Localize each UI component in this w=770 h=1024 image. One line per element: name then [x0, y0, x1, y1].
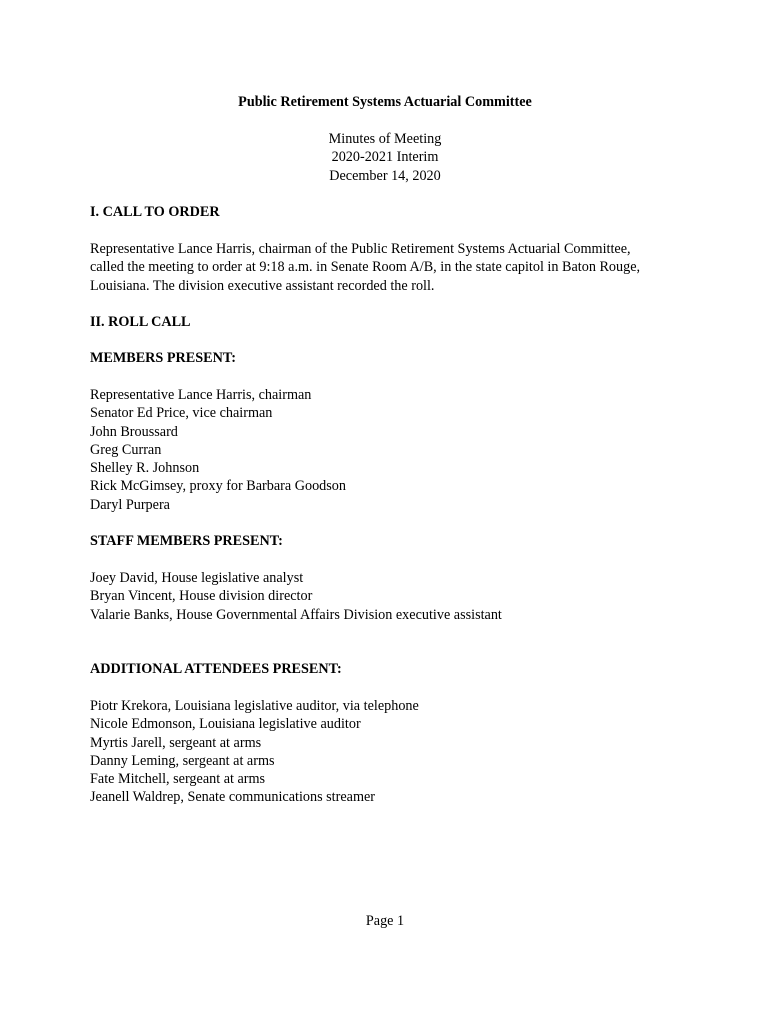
list-item: Danny Leming, sergeant at arms: [90, 752, 275, 769]
list-item: Piotr Krekora, Louisiana legislative auditor, via telephone: [90, 698, 419, 714]
list-item: Greg Curran: [90, 441, 162, 458]
call-to-order-heading: I. CALL TO ORDER: [90, 204, 220, 220]
paragraph-line: Louisiana. The division executive assistant recorded the roll.: [90, 277, 435, 294]
list-item: Representative Lance Harris, chairman: [90, 387, 312, 403]
paragraph-line: Representative Lance Harris, chairman of the Public Retirement Systems Actuarial Committee,: [90, 241, 631, 257]
roll-call-heading: II. ROLL CALL: [90, 314, 191, 330]
members-list: [90, 386, 690, 514]
list-item: Nicole Edmonson, Louisiana legislative auditor: [90, 716, 361, 733]
list-item: Joey David, House legislative analyst: [90, 570, 304, 586]
interim-subtitle: 2020-2021 Interim: [331, 149, 439, 165]
list-item: Daryl Purpera: [90, 496, 170, 513]
staff-list: [90, 569, 690, 624]
meeting-date: December 14, 2020: [329, 168, 441, 184]
minutes-subtitle: Minutes of Meeting: [328, 131, 442, 147]
list-item: Fate Mitchell, sergeant at arms: [90, 771, 266, 788]
list-item: John Broussard: [90, 423, 178, 440]
page-number: Page 1: [365, 913, 405, 929]
document-title: Public Retirement Systems Actuarial Committee: [238, 94, 532, 110]
list-item: Rick McGimsey, proxy for Barbara Goodson: [90, 478, 346, 495]
list-item: Jeanell Waldrep, Senate communications streamer: [90, 789, 376, 806]
list-item: Myrtis Jarell, sergeant at arms: [90, 734, 262, 751]
list-item: Senator Ed Price, vice chairman: [90, 405, 273, 422]
additional-attendees-heading: ADDITIONAL ATTENDEES PRESENT:: [90, 661, 342, 677]
members-present-heading: MEMBERS PRESENT:: [90, 350, 236, 366]
call-to-order-paragraph: [90, 240, 690, 295]
list-item: Shelley R. Johnson: [90, 460, 200, 477]
list-item: Valarie Banks, House Governmental Affairs Division executive assistant: [90, 606, 502, 623]
list-item: Bryan Vincent, House division director: [90, 588, 313, 605]
paragraph-line: called the meeting to order at 9:18 a.m. in Senate Room A/B, in the state capitol in Baton Rouge,: [90, 259, 641, 276]
staff-present-heading: STAFF MEMBERS PRESENT:: [90, 533, 283, 549]
attendees-list: [90, 697, 690, 807]
